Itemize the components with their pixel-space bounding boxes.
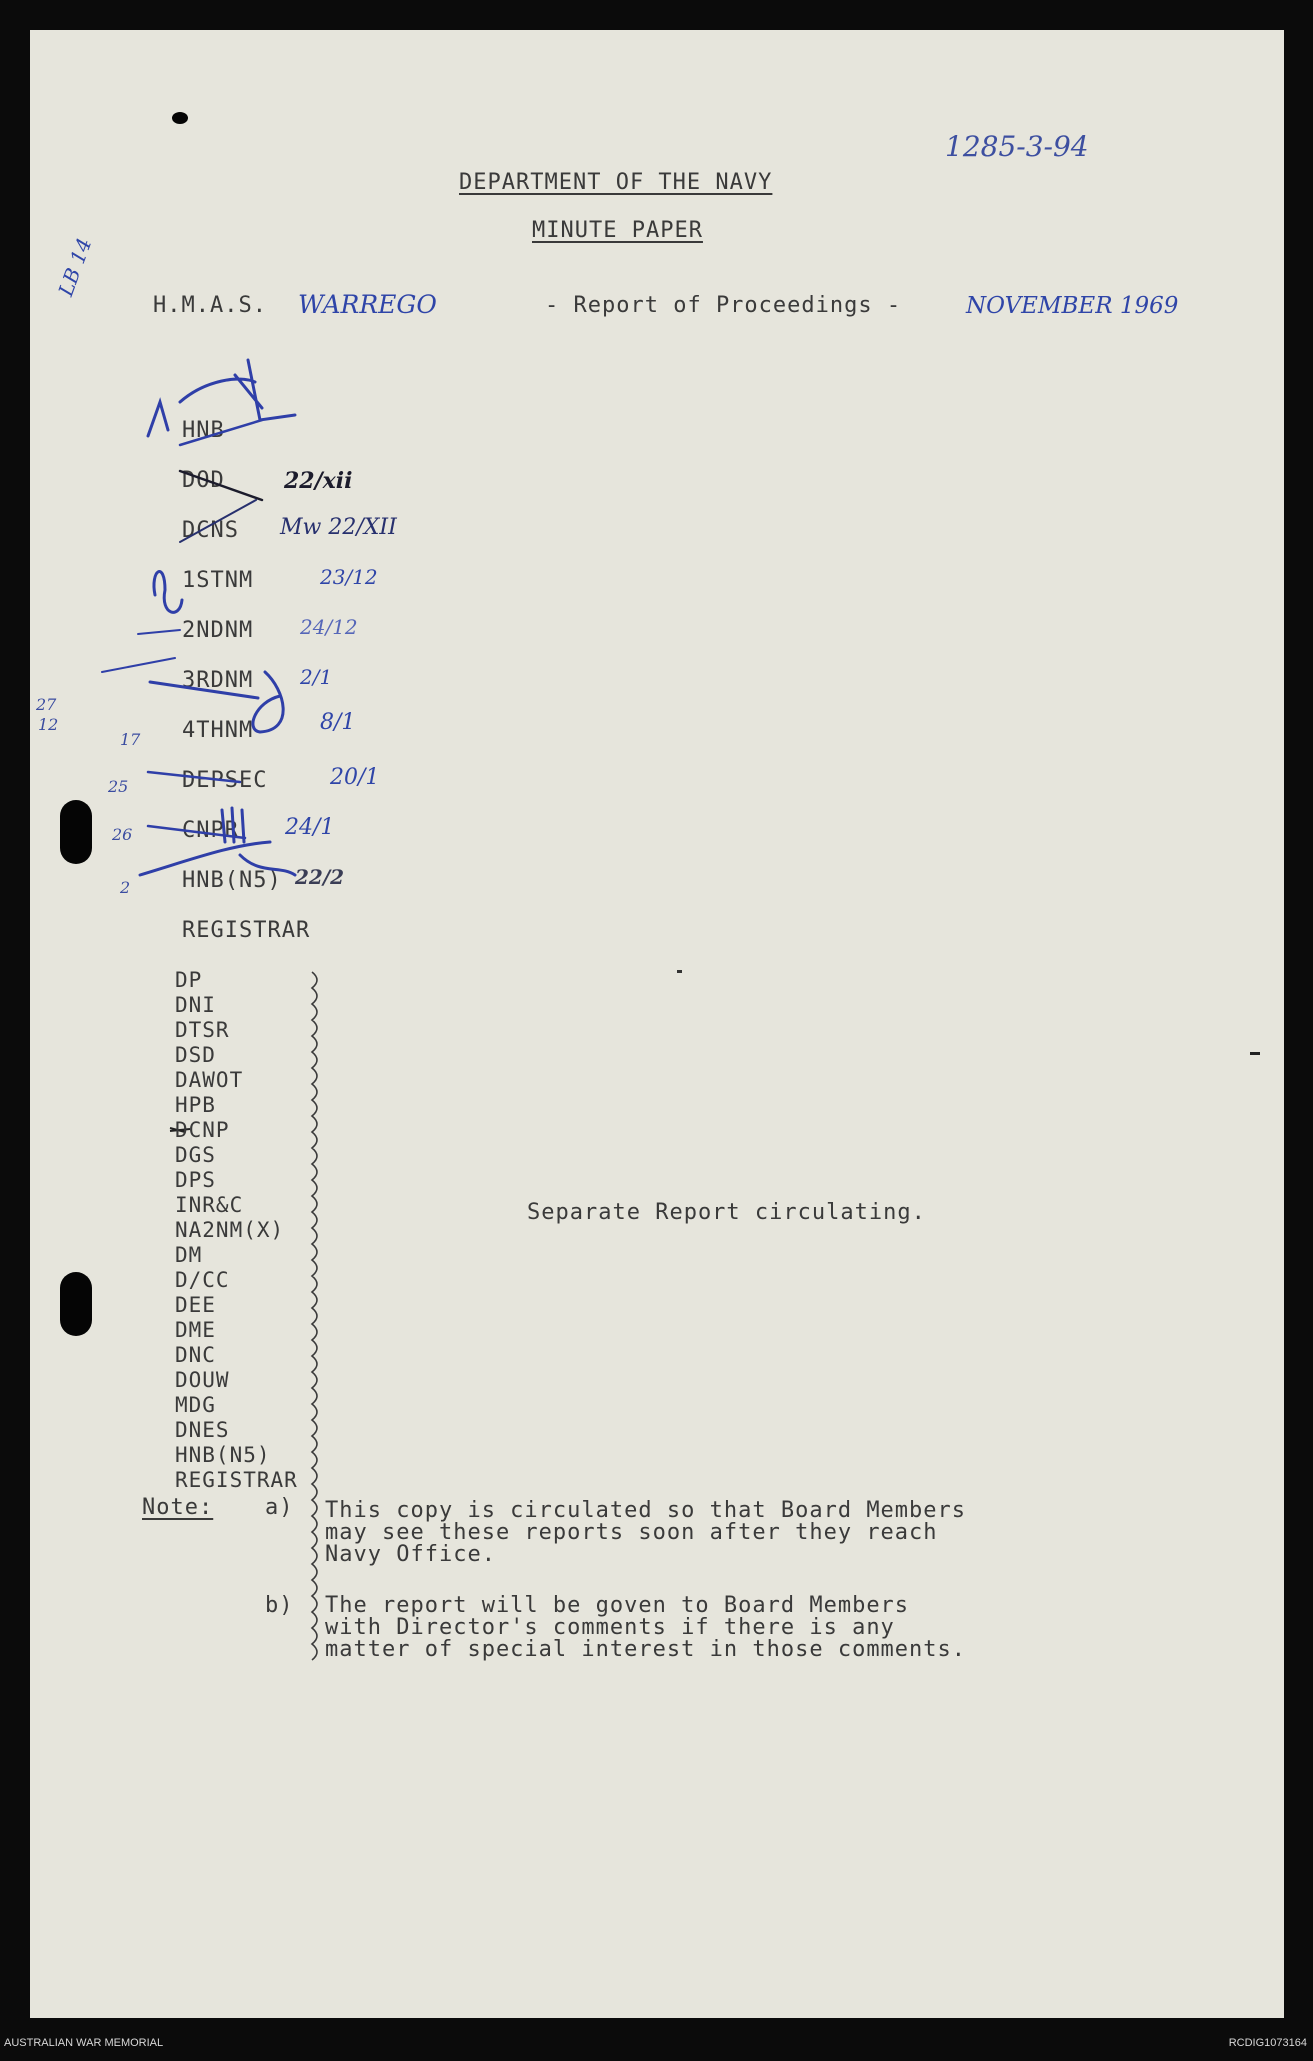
note-marker: a) (265, 1495, 294, 1520)
distribution-code: DP (175, 968, 203, 992)
route-code: DOD (182, 468, 225, 493)
distribution-code: DEE (175, 1293, 216, 1317)
distribution-code: HPB (175, 1093, 216, 1117)
route-annotation: 22/2 (295, 865, 345, 889)
distribution-code: DAWOT (175, 1068, 244, 1092)
archive-id: RCDIG1073164 (1228, 2037, 1307, 2049)
svg-text:17: 17 (120, 730, 141, 749)
route-code: HNB(N5) (182, 868, 282, 893)
note-label: Note: (142, 1495, 214, 1520)
route-code: 3RDNM (182, 668, 254, 693)
route-annotation: 24/1 (285, 815, 335, 840)
distribution-code: MDG (175, 1393, 216, 1417)
ship-name: WARREGO (298, 290, 437, 319)
route-code: 4THNM (182, 718, 254, 743)
note-marker: b) (265, 1593, 294, 1618)
route-annotation: 20/1 (330, 765, 380, 790)
distribution-code: DME (175, 1318, 216, 1342)
note-line: Navy Office. (325, 1542, 496, 1567)
svg-text:27: 27 (36, 695, 57, 714)
svg-text:26: 26 (112, 825, 133, 844)
note-line: The report will be goven to Board Members (325, 1593, 910, 1618)
distribution-code: DNC (175, 1343, 216, 1367)
ink-mark (1250, 1052, 1260, 1055)
department-heading: DEPARTMENT OF THE NAVY (459, 170, 773, 195)
minute-paper-heading: MINUTE PAPER (532, 218, 703, 243)
distribution-code: DCNP (175, 1118, 230, 1142)
report-period: NOVEMBER 1969 (966, 293, 1179, 319)
distribution-code: NA2NM(X) (175, 1218, 285, 1242)
report-title: - Report of Proceedings - (545, 293, 902, 318)
distribution-code: DPS (175, 1168, 216, 1192)
route-code: HNB (182, 418, 225, 443)
distribution-code: DGS (175, 1143, 216, 1167)
route-annotation: 23/12 (320, 565, 378, 589)
route-annotation: 22/xii (284, 468, 353, 494)
ink-mark (677, 970, 682, 973)
distribution-code: INR&C (175, 1193, 244, 1217)
margin-note: LB 14 (53, 234, 97, 300)
distribution-code: DTSR (175, 1018, 230, 1042)
ship-prefix: H.M.A.S. (153, 293, 267, 318)
route-code: REGISTRAR (182, 918, 311, 943)
distribution-code: HNB(N5) (175, 1443, 271, 1467)
note-line: This copy is circulated so that Board Members (325, 1498, 967, 1523)
svg-text:12: 12 (38, 715, 59, 734)
route-code: DEPSEC (182, 768, 268, 793)
note-line: with Director's comments if there is any (325, 1615, 895, 1640)
note-line: may see these reports soon after they reach (325, 1520, 938, 1545)
note-line: matter of special interest in those comments. (325, 1637, 967, 1662)
distribution-code: DM (175, 1243, 203, 1267)
distribution-code: D/CC (175, 1268, 230, 1292)
distribution-code: REGISTRAR (175, 1468, 298, 1492)
svg-text:25: 25 (108, 777, 129, 796)
route-annotation: 8/1 (320, 710, 356, 735)
distribution-code: DNES (175, 1418, 230, 1442)
route-annotation: 24/12 (300, 615, 358, 639)
distribution-note: Separate Report circulating. (527, 1200, 926, 1225)
archive-credit: AUSTRALIAN WAR MEMORIAL (4, 2037, 164, 2049)
route-code: DCNS (182, 518, 239, 543)
distribution-code: DSD (175, 1043, 216, 1067)
route-annotation: 2/1 (300, 665, 333, 689)
route-annotation: Mw 22/XII (280, 515, 397, 540)
minute-paper-page (30, 30, 1284, 2018)
distribution-code: DOUW (175, 1368, 230, 1392)
route-code: 1STNM (182, 568, 254, 593)
distribution-brace (312, 972, 317, 1660)
svg-text:2: 2 (120, 878, 131, 897)
route-code: 2NDNM (182, 618, 254, 643)
file-reference: 1285-3-94 (945, 130, 1089, 163)
distribution-code: DNI (175, 993, 216, 1017)
route-code: CNPR (182, 818, 239, 843)
